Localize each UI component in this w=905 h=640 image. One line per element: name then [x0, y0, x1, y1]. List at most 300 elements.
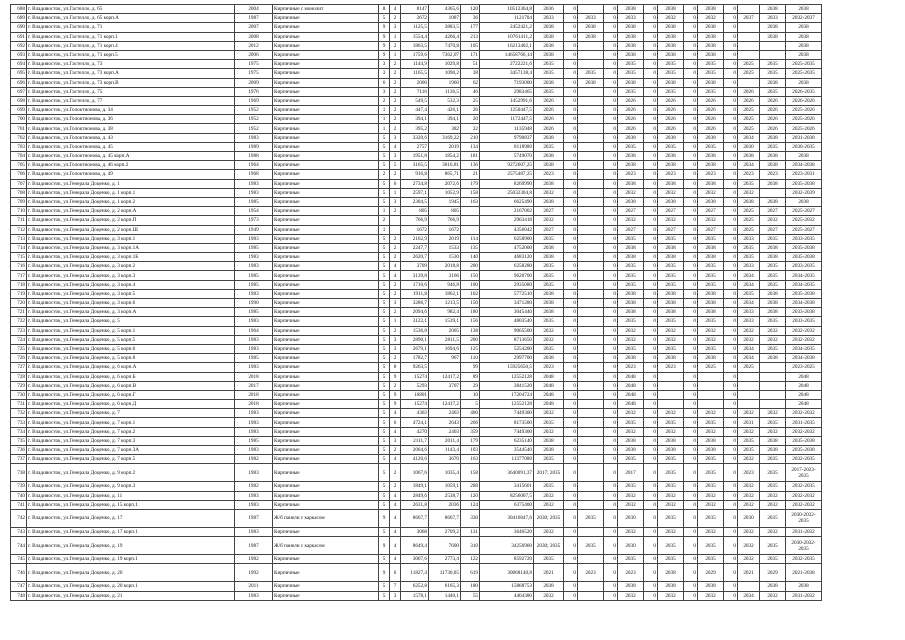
total-area-cell: 1144,9 [401, 60, 429, 69]
build-year-cell: 1983 [235, 335, 273, 344]
zero-cell-2: 0 [604, 299, 618, 308]
zero-cell-4: 0 [684, 161, 698, 170]
address-cell: г. Владивосток, ул.Генерала Доценко, д. 20 [27, 564, 235, 582]
entrances-cell: 3 [390, 152, 401, 161]
floors-cell: 5 [379, 390, 390, 399]
living-area-cell: 1090,2 [429, 69, 461, 78]
living-area-cell: 1539,1 [429, 317, 461, 326]
zero-cell-5: 0 [724, 372, 738, 381]
row-number: 708 [11, 188, 27, 197]
wall-material-cell: Кирпичные [273, 41, 379, 50]
total-area-cell: 766,9 [401, 216, 429, 225]
period-heating-cell: 2033 [618, 14, 644, 23]
period-water-cell: 2032 [658, 491, 684, 500]
period-range-cell: 2021-2038 [786, 564, 822, 582]
residents-cell [461, 216, 480, 225]
period-water-cell: 2038 [658, 289, 684, 298]
row-number: 733 [11, 418, 27, 427]
table-row [11, 32, 822, 41]
period-range-cell: 2030-2035 [786, 142, 822, 151]
build-year-cell: 1983 [235, 344, 273, 353]
row-number: 693 [11, 50, 27, 59]
wall-material-cell: Кирпичные [273, 170, 379, 179]
period-range-cell: 2038 [786, 23, 822, 32]
floors-cell: 5 [379, 326, 390, 335]
period-heating-cell: 2030 [618, 537, 644, 555]
zero-cell-3: 0 [644, 289, 658, 298]
period-power-cell: 2029 [698, 564, 724, 582]
total-area-cell: 2631,8 [401, 500, 429, 509]
address-cell: г. Владивосток, ул.Генерала Доценко, д. 2 корп.П [27, 216, 235, 225]
cost-cell: 3471280 [480, 299, 534, 308]
address-cell: г. Владивосток, ул.Генерала Доценко, д. 2 корп.Ш [27, 225, 235, 234]
zero-cell-2: 0 [604, 5, 618, 14]
zero-cell-5: 0 [724, 344, 738, 353]
period-lift-cell: 2032 [738, 500, 760, 509]
period-range-cell: 2025-2032 [786, 216, 822, 225]
zero-cell-5: 0 [724, 60, 738, 69]
cost-cell: 3415601 [480, 482, 534, 491]
floors-cell: 5 [379, 555, 390, 564]
zero-cell-3: 0 [644, 372, 658, 381]
row-number: 719 [11, 289, 27, 298]
period-water-cell: 2035 [658, 262, 684, 271]
build-year-cell: 1989 [235, 142, 273, 151]
zero-cell-1: 0 [564, 509, 578, 527]
period-lift-cell: 2025 [738, 216, 760, 225]
living-area-cell: 2011,4 [429, 436, 461, 445]
period-roof-cell: 2017; 2035 [534, 464, 564, 482]
period-roof-cell: 2021 [534, 564, 564, 582]
address-cell: г. Владивосток, ул.Генерала Доценко, д. 19 [27, 537, 235, 555]
entrances-cell: 9 [390, 400, 401, 409]
total-area-cell: 2757 [401, 142, 429, 151]
zero-cell-4: 0 [684, 326, 698, 335]
period-facade-cell [578, 262, 604, 271]
residents-cell: 213 [461, 32, 480, 41]
period-range-cell: 2048 [786, 372, 822, 381]
period-basement-cell: 2038 [760, 582, 786, 591]
period-lift-cell: 2023 [738, 170, 760, 179]
entrances-cell: 2 [390, 381, 401, 390]
period-range-cell: 2030-2032-2035 [786, 509, 822, 527]
zero-cell-2: 0 [604, 41, 618, 50]
entrances-cell: 2 [390, 446, 401, 455]
period-lift-cell [738, 582, 760, 591]
period-range-cell: 2026-2035 [786, 87, 822, 96]
zero-cell-1: 0 [564, 152, 578, 161]
period-water-cell: 2032 [658, 527, 684, 536]
address-cell: г. Владивосток, ул.Генерала Доценко, д. 5 корп.6 [27, 344, 235, 353]
period-power-cell: 2035 [698, 455, 724, 464]
zero-cell-1: 0 [564, 582, 578, 591]
zero-cell-5: 0 [724, 115, 738, 124]
period-basement-cell [760, 363, 786, 372]
living-area-cell: 1136,5 [429, 87, 461, 96]
address-cell: г. Владивосток, ул.Генерала Доценко, д. 5 корп.8 [27, 354, 235, 363]
cost-cell: 4803540 [480, 317, 534, 326]
zero-cell-3: 0 [644, 115, 658, 124]
build-year-cell: 1952 [235, 106, 273, 115]
residents-cell [461, 225, 480, 234]
residents-cell: 181 [461, 152, 480, 161]
wall-material-cell: Кирпичные с монолит [273, 5, 379, 14]
zero-cell-4: 0 [684, 5, 698, 14]
cost-cell: 16213402,1 [480, 41, 534, 50]
period-power-cell: 2035 [698, 271, 724, 280]
period-basement-cell: 2026 [760, 106, 786, 115]
wall-material-cell: Кирпичные [273, 271, 379, 280]
period-facade-cell [578, 390, 604, 399]
zero-cell-5: 0 [724, 537, 738, 555]
floors-cell: 5 [379, 446, 390, 455]
cost-cell: 12552128 [480, 400, 534, 409]
entrances-cell: 1 [390, 317, 401, 326]
table-row [11, 133, 822, 142]
period-roof-cell: 2032 [534, 527, 564, 536]
period-facade-cell [578, 446, 604, 455]
zero-cell-4: 0 [684, 344, 698, 353]
address-cell: г. Владивосток, ул.Генерала Доценко, д. 3 корп.1Б [27, 253, 235, 262]
build-year-cell: 1983 [235, 446, 273, 455]
period-heating-cell: 2035 [618, 60, 644, 69]
zero-cell-1: 0 [564, 253, 578, 262]
living-area-cell: 2018,8 [429, 262, 461, 271]
period-lift-cell [738, 32, 760, 41]
period-roof-cell: 2048 [534, 390, 564, 399]
zero-cell-4: 0 [684, 427, 698, 436]
period-water-cell: 2032 [658, 188, 684, 197]
zero-cell-1: 0 [564, 262, 578, 271]
entrances-cell: 2 [390, 78, 401, 87]
entrances-cell: 2 [390, 280, 401, 289]
zero-cell-3: 0 [644, 69, 658, 78]
period-lift-cell: 2038 [738, 152, 760, 161]
total-area-cell: 916,8 [401, 170, 429, 179]
zero-cell-2: 0 [604, 253, 618, 262]
period-roof-cell: 2038 [534, 133, 564, 142]
address-cell: г. Владивосток, ул.Гастелло, д. 65 [27, 5, 235, 14]
zero-cell-5: 0 [724, 106, 738, 115]
table-row [11, 225, 822, 234]
living-area-cell: 2403 [429, 409, 461, 418]
address-cell: г. Владивосток, ул.Генерала Доценко, д. 3 корп.5 [27, 289, 235, 298]
total-area-cell: 2620,7 [401, 253, 429, 262]
residents-cell: 330 [461, 509, 480, 527]
wall-material-cell: Кирпичные [273, 216, 379, 225]
entrances-cell: 2 [390, 41, 401, 50]
row-number: 696 [11, 78, 27, 87]
zero-cell-3: 0 [644, 225, 658, 234]
zero-cell-3: 0 [644, 41, 658, 50]
period-basement-cell: 2038 [760, 308, 786, 317]
period-heating-cell: 2038 [618, 5, 644, 14]
zero-cell-4: 0 [684, 207, 698, 216]
build-year-cell: 2004 [235, 5, 273, 14]
zero-cell-5: 0 [724, 436, 738, 445]
period-power-cell: 2038 [698, 289, 724, 298]
wall-material-cell: Кирпичные [273, 253, 379, 262]
residents-cell: 163 [461, 455, 480, 464]
row-number: 729 [11, 381, 27, 390]
zero-cell-5: 0 [724, 280, 738, 289]
period-facade-cell [578, 207, 604, 216]
zero-cell-4: 0 [684, 491, 698, 500]
table-row [11, 106, 822, 115]
period-water-cell: 2038 [658, 23, 684, 32]
period-range-cell: 2033-2035 [786, 234, 822, 243]
zero-cell-3: 0 [644, 335, 658, 344]
address-cell: г. Владивосток, ул.Генерала Доценко, д. 3 корп.6 [27, 299, 235, 308]
living-area-cell: 1530 [429, 253, 461, 262]
zero-cell-4: 0 [684, 446, 698, 455]
zero-cell-2: 0 [604, 317, 618, 326]
living-area-cell: 946,8 [429, 280, 461, 289]
living-area-cell: 1862,1 [429, 289, 461, 298]
zero-cell-2: 0 [604, 326, 618, 335]
total-area-cell: 4120,6 [401, 455, 429, 464]
period-lift-cell: 2030 [738, 142, 760, 151]
zero-cell-2: 0 [604, 436, 618, 445]
zero-cell-1: 0 [564, 14, 578, 23]
table-row [11, 14, 822, 23]
row-number: 698 [11, 96, 27, 105]
zero-cell-2: 0 [604, 363, 618, 372]
zero-cell-4: 0 [684, 280, 698, 289]
residents-cell: 110 [461, 354, 480, 363]
total-area-cell: 2597,1 [401, 188, 429, 197]
entrances-cell: 2 [390, 60, 401, 69]
table-row [11, 78, 822, 87]
period-basement-cell: 2035 [760, 418, 786, 427]
period-roof-cell: 2026 [534, 124, 564, 133]
period-roof-cell: 2038 [534, 179, 564, 188]
zero-cell-2: 0 [604, 170, 618, 179]
period-range-cell: 2038 [786, 32, 822, 41]
zero-cell-5: 0 [724, 509, 738, 527]
row-number: 742 [11, 509, 27, 527]
period-facade-cell [578, 96, 604, 105]
period-heating-cell: 2023 [618, 564, 644, 582]
period-lift-cell: 2035 [738, 253, 760, 262]
residents-cell: 150 [461, 299, 480, 308]
cost-cell: 15925650,5 [480, 363, 534, 372]
row-number: 734 [11, 427, 27, 436]
entrances-cell: 2 [390, 115, 401, 124]
floors-cell: 9 [379, 32, 390, 41]
period-heating-cell: 2032 [618, 527, 644, 536]
address-cell: г. Владивосток, ул.Генерала Доценко, д. 7 корп.2 [27, 427, 235, 436]
zero-cell-1: 0 [564, 344, 578, 353]
cost-cell: 8256007,5 [480, 491, 534, 500]
period-power-cell: 2035 [698, 482, 724, 491]
table-row [11, 390, 822, 399]
period-range-cell: 2038 [786, 41, 822, 50]
zero-cell-5: 0 [724, 32, 738, 41]
period-water-cell: 2026 [658, 106, 684, 115]
period-range-cell: 2038 [786, 582, 822, 591]
zero-cell-2: 0 [604, 106, 618, 115]
wall-material-cell: Кирпичные [273, 555, 379, 564]
total-area-cell: 11827,4 [401, 564, 429, 582]
entrances-cell: 9 [390, 390, 401, 399]
period-power-cell: 2038 [698, 582, 724, 591]
table-row [11, 455, 822, 464]
zero-cell-4: 0 [684, 170, 698, 179]
period-range-cell: 2025-2035 [786, 60, 822, 69]
period-lift-cell: 2032 [738, 409, 760, 418]
period-facade-cell [578, 308, 604, 317]
zero-cell-5: 0 [724, 262, 738, 271]
period-heating-cell: 2026 [618, 106, 644, 115]
zero-cell-3: 0 [644, 170, 658, 179]
zero-cell-3: 0 [644, 142, 658, 151]
living-area-cell: 4266,4 [429, 32, 461, 41]
period-power-cell: 2038 [698, 308, 724, 317]
zero-cell-4: 0 [684, 400, 698, 409]
floors-cell: 5 [379, 418, 390, 427]
zero-cell-2: 0 [604, 207, 618, 216]
zero-cell-1: 0 [564, 23, 578, 32]
cost-cell: 9790837 [480, 133, 534, 142]
period-lift-cell [738, 5, 760, 14]
total-area-cell: 3320,6 [401, 133, 429, 142]
build-year-cell: 2018 [235, 390, 273, 399]
zero-cell-4: 0 [684, 243, 698, 252]
address-cell: г. Владивосток, ул.Гастелло, д. 71 корп.5 [27, 50, 235, 59]
address-cell: г. Владивосток, ул.Генерала Доценко, д. 21 [27, 591, 235, 600]
period-lift-cell: 2031 [738, 418, 760, 427]
table-row [11, 50, 822, 59]
zero-cell-2: 0 [604, 564, 618, 582]
period-basement-cell: 2038 [760, 446, 786, 455]
zero-cell-1: 0 [564, 216, 578, 225]
period-facade-cell [578, 400, 604, 409]
period-roof-cell: 2038 [534, 308, 564, 317]
period-water-cell: 2038 [658, 41, 684, 50]
zero-cell-4: 0 [684, 78, 698, 87]
zero-cell-4: 0 [684, 179, 698, 188]
cost-cell: 2722221,6 [480, 60, 534, 69]
period-range-cell: 2031-2032 [786, 591, 822, 600]
row-number: 714 [11, 243, 27, 252]
living-area-cell: 766,9 [429, 216, 461, 225]
period-roof-cell: 2035 [534, 344, 564, 353]
floors-cell: 5 [379, 179, 390, 188]
floors-cell: 5 [379, 427, 390, 436]
floors-cell: 1 [379, 124, 390, 133]
zero-cell-3: 0 [644, 427, 658, 436]
period-power-cell: 2026 [698, 96, 724, 105]
table-row [11, 161, 822, 170]
zero-cell-2: 0 [604, 464, 618, 482]
cost-cell: 1135948 [480, 124, 534, 133]
zero-cell-2: 0 [604, 197, 618, 206]
cost-cell: 2963418 [480, 216, 534, 225]
cost-cell: 5254200 [480, 344, 534, 353]
zero-cell-5: 0 [724, 482, 738, 491]
period-power-cell: 2027 [698, 207, 724, 216]
zero-cell-2: 0 [604, 381, 618, 390]
zero-cell-1: 0 [564, 436, 578, 445]
period-facade-cell [578, 133, 604, 142]
period-roof-cell: 2032 [534, 335, 564, 344]
living-area-cell: 1945 [429, 197, 461, 206]
period-lift-cell: 2034 [738, 161, 760, 170]
cost-cell: 7449300 [480, 409, 534, 418]
cost-cell: 2167002 [480, 207, 534, 216]
cost-cell: 8592720 [480, 555, 534, 564]
living-area-cell: 4365,6 [429, 5, 461, 14]
zero-cell-5: 0 [724, 427, 738, 436]
period-lift-cell: 2025 [738, 60, 760, 69]
entrances-cell: 2 [390, 87, 401, 96]
period-roof-cell: 2026 [534, 115, 564, 124]
zero-cell-1: 0 [564, 564, 578, 582]
period-heating-cell: 2035 [618, 234, 644, 243]
living-area-cell: 2019 [429, 142, 461, 151]
zero-cell-5: 0 [724, 326, 738, 335]
address-cell: г. Владивосток, ул.Генерала Доценко, д. 1 [27, 179, 235, 188]
period-basement-cell: 2035 [760, 87, 786, 96]
row-number: 727 [11, 363, 27, 372]
period-water-cell: 2035 [658, 271, 684, 280]
row-number: 709 [11, 197, 27, 206]
zero-cell-3: 0 [644, 582, 658, 591]
total-area-cell: 2890,1 [401, 335, 429, 344]
cost-cell: 5749070 [480, 152, 534, 161]
total-area-cell: 15274 [401, 372, 429, 381]
period-facade-cell [578, 115, 604, 124]
period-roof-cell: 2035 [534, 482, 564, 491]
total-area-cell: 4270 [401, 427, 429, 436]
period-power-cell: 2038 [698, 253, 724, 262]
period-facade-cell: 2023 [578, 564, 604, 582]
period-roof-cell: 2038 [534, 253, 564, 262]
build-year-cell: 2018 [235, 400, 273, 409]
period-water-cell: 2038 [658, 32, 684, 41]
period-roof-cell: 2032 [534, 188, 564, 197]
zero-cell-2: 0 [604, 409, 618, 418]
residents-cell: 20 [461, 115, 480, 124]
wall-material-cell: Кирпичные [273, 23, 379, 32]
period-range-cell: 2032-2032 [786, 335, 822, 344]
period-facade-cell [578, 455, 604, 464]
address-cell: г. Владивосток, ул.Гастелло, д. 73 корп.В [27, 78, 235, 87]
zero-cell-2: 0 [604, 179, 618, 188]
build-year-cell: 1983 [235, 262, 273, 271]
wall-material-cell: Кирпичные [273, 32, 379, 41]
period-power-cell: 2038 [698, 161, 724, 170]
zero-cell-5: 0 [724, 14, 738, 23]
zero-cell-2: 0 [604, 14, 618, 23]
wall-material-cell: Кирпичные [273, 335, 379, 344]
period-water-cell [658, 372, 684, 381]
zero-cell-3: 0 [644, 60, 658, 69]
entrances-cell: 4 [390, 427, 401, 436]
address-cell: г. Владивосток, ул.Генерала Доценко, д. 3 корп.1 [27, 234, 235, 243]
zero-cell-3: 0 [644, 152, 658, 161]
living-area-cell: 2709,2 [429, 527, 461, 536]
build-year-cell: 1987 [235, 509, 273, 527]
floors-cell: 5 [379, 253, 390, 262]
build-year-cell: 2007 [235, 23, 273, 32]
period-lift-cell: 2025 [738, 69, 760, 78]
floors-cell: 5 [379, 527, 390, 536]
period-power-cell: 2035 [698, 234, 724, 243]
period-heating-cell: 2038 [618, 152, 644, 161]
zero-cell-3: 0 [644, 409, 658, 418]
